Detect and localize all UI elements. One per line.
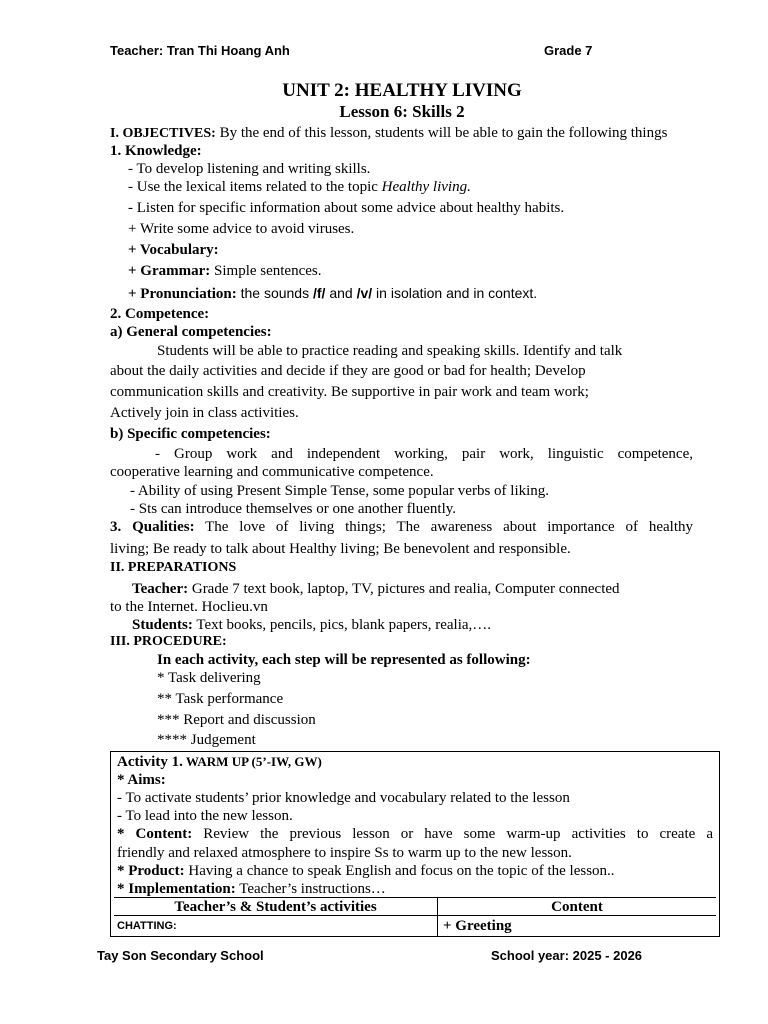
grammar-value: Simple sentences. — [210, 263, 322, 279]
activity-content-line-2: friendly and relaxed atmosphere to inspire Ss to warm up to the new lesson. — [117, 845, 572, 861]
specific-competencies-line-1: - Group work and independent working, pair work, linguistic competence, — [155, 446, 693, 462]
objectives-label: I. OBJECTIVES: — [110, 126, 216, 141]
activity-product-text: Having a chance to speak English and focus on the topic of the lesson.. — [184, 863, 615, 879]
pronunciation-label: + Pronunciation: — [128, 286, 237, 302]
general-competencies-line-1: Students will be able to practice reading and speaking skills. Identify and talk — [157, 343, 623, 359]
objectives-intro: By the end of this lesson, students will be able to gain the following things — [215, 125, 668, 141]
activity-content-label: * Content: — [117, 826, 193, 842]
pronunciation-line — [128, 284, 537, 303]
preparations-students-line — [132, 616, 491, 634]
general-competencies-line-3: communication skills and creativity. Be supportive in pair work and team work; — [110, 384, 589, 400]
general-competencies-heading: a) General competencies: — [110, 324, 272, 340]
preparations-teacher-text: Grade 7 text book, laptop, TV, pictures and realia, Computer connected — [188, 581, 620, 597]
row-greeting: + Greeting — [443, 918, 512, 934]
knowledge-item-3: - Listen for specific information about some advice about healthy habits. — [128, 200, 565, 216]
activity-title — [117, 753, 322, 771]
activity-product-label: * Product: — [117, 863, 185, 879]
knowledge-item-2 — [128, 178, 471, 196]
procedure-step-1: * Task delivering — [157, 670, 261, 686]
header-teacher: Teacher: Tran Thi Hoang Anh — [110, 43, 290, 58]
activity-implementation-line — [117, 880, 386, 898]
qualities-text-1: The love of living things; The awareness about importance of healthy — [194, 519, 693, 535]
qualities-line-1 — [110, 518, 693, 536]
qualities-line-2: living; Be ready to talk about Healthy living; Be benevolent and responsible. — [110, 541, 571, 557]
general-competencies-line-2: about the daily activities and decide if they are good or bad for health; Develop — [110, 363, 586, 379]
pronunciation-f: /f/ — [312, 285, 326, 301]
knowledge-item-4: + Write some advice to avoid viruses. — [128, 221, 355, 237]
row-chatting: CHATTING: — [117, 920, 177, 932]
knowledge-item-1: - To develop listening and writing skills. — [128, 161, 371, 177]
activity-aims-label: * Aims: — [117, 772, 166, 788]
qualities-label: 3. Qualities: — [110, 519, 195, 535]
unit-title: UNIT 2: HEALTHY LIVING — [282, 80, 522, 101]
activity-product-line — [117, 862, 615, 880]
specific-competencies-line-3: - Ability of using Present Simple Tense, some popular verbs of liking. — [130, 483, 550, 499]
specific-competencies-line-2: cooperative learning and communicative competence. — [110, 464, 434, 480]
activity-content-line-1 — [117, 825, 713, 843]
grammar-label: + Grammar: — [128, 263, 211, 279]
procedure-step-3: *** Report and discussion — [157, 712, 316, 728]
procedure-heading: III. PROCEDURE: — [110, 634, 227, 649]
activity-content-text-1: Review the previous lesson or have some warm-up activities to create a — [192, 826, 713, 842]
footer-school: Tay Son Secondary School — [97, 948, 264, 963]
preparations-teacher-label: Teacher: — [132, 581, 189, 597]
activity-implementation-label: * Implementation: — [117, 881, 236, 897]
pronunciation-and: and — [325, 285, 357, 301]
knowledge-topic: Healthy living. — [381, 179, 471, 195]
vocabulary-label: + Vocabulary: — [128, 242, 219, 258]
activity-aim-2: - To lead into the new lesson. — [117, 808, 293, 824]
procedure-step-4: **** Judgement — [157, 732, 256, 748]
preparations-heading: II. PREPARATIONS — [110, 560, 237, 575]
competence-heading: 2. Competence: — [110, 306, 210, 322]
specific-competencies-line-4: - Sts can introduce themselves or one another fluently. — [130, 501, 457, 517]
column-header-activities: Teacher’s & Student’s activities — [174, 899, 377, 915]
column-header-content: Content — [551, 899, 603, 915]
specific-competencies-heading: b) Specific competencies: — [110, 426, 271, 442]
grammar-line — [128, 262, 322, 280]
pronunciation-v: /v/ — [356, 285, 373, 301]
activity-title-number: Activity 1. — [117, 754, 183, 770]
footer-year: School year: 2025 - 2026 — [491, 948, 643, 963]
preparations-teacher-line — [132, 580, 620, 598]
procedure-step-2: ** Task performance — [157, 691, 284, 707]
lesson-title: Lesson 6: Skills 2 — [339, 102, 465, 121]
header-grade: Grade 7 — [544, 43, 593, 58]
activity-aim-1: - To activate students’ prior knowledge and vocabulary related to the lesson — [117, 790, 570, 806]
activity-title-main: WARM UP (5’-IW, GW) — [182, 754, 322, 769]
activity-implementation-text: Teacher’s instructions… — [235, 881, 386, 897]
procedure-intro: In each activity, each step will be represented as following: — [157, 652, 531, 668]
knowledge-item-2-text: - Use the lexical items related to the topic — [128, 179, 382, 195]
objectives-line — [110, 124, 667, 143]
preparations-students-text: Text books, pencils, pics, blank papers, realia,…. — [192, 617, 492, 633]
general-competencies-line-4: Actively join in class activities. — [110, 405, 299, 421]
preparations-students-label: Students: — [132, 617, 193, 633]
knowledge-heading: 1. Knowledge: — [110, 143, 202, 159]
preparations-teacher-line-2: to the Internet. Hoclieu.vn — [110, 599, 268, 615]
pronunciation-post: in isolation and in context. — [372, 285, 538, 301]
pronunciation-pre: the sounds — [236, 285, 313, 301]
